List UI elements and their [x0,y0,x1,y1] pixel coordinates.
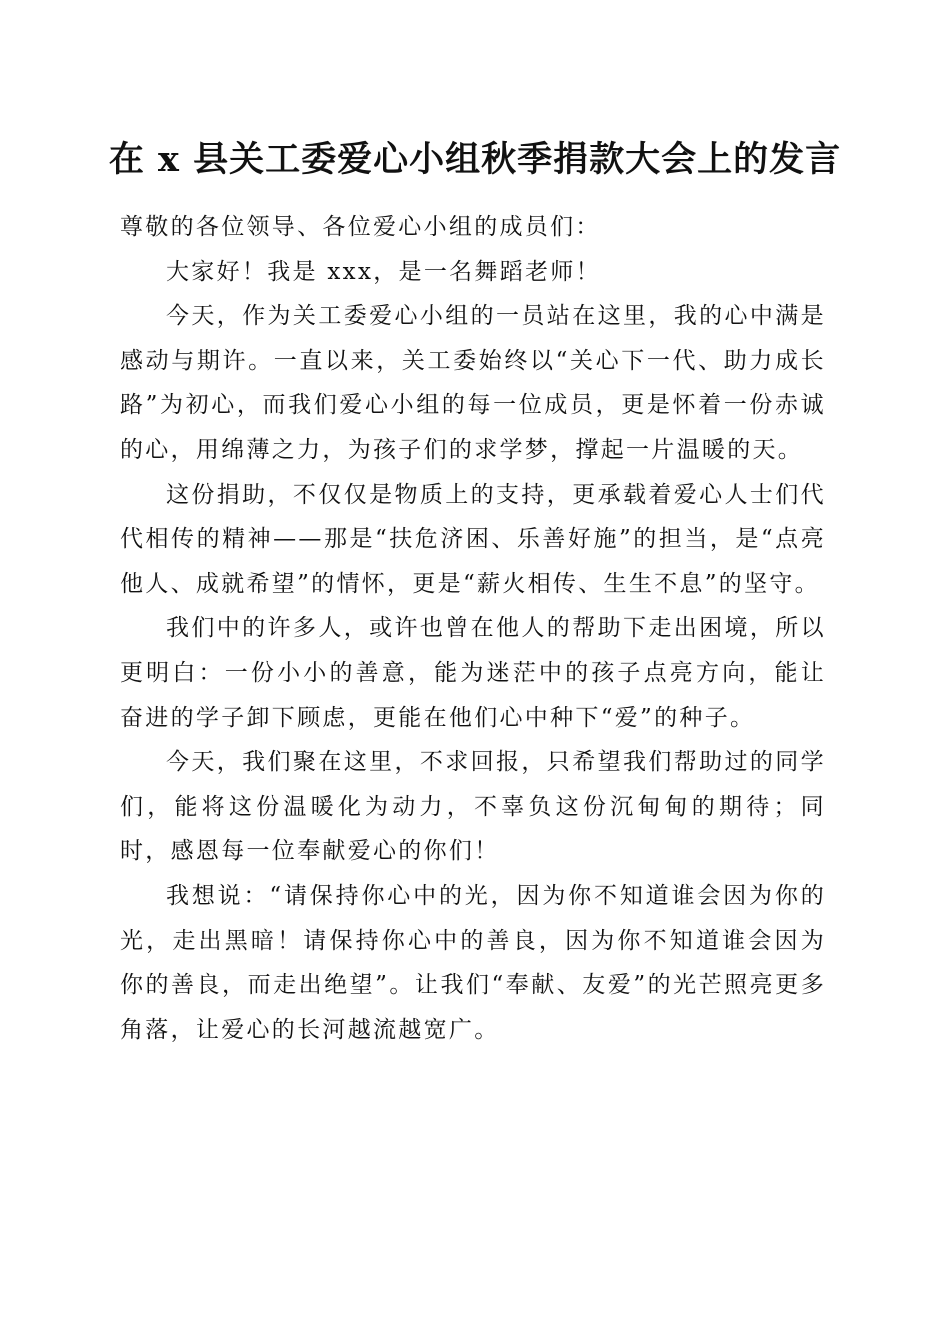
speech-body [120,205,826,1052]
paragraph-greeting: 大家好！我是 xxx，是一名舞蹈老师！ [166,258,601,285]
paragraph-introduction: 今天，作为关工委爱心小组的一员站在这里，我的心中满是感动与期许。一直以来，关工委始终以“关心下一代、助力成长路”为初心，而我们爱心小组的每一位成员，更是怀着一份赤诚的心，用绵薄之力，为孩子们的求学梦，撑起一片温暖的天。 [120,303,826,463]
paragraph-closing: 我想说：“请保持你心中的光，因为你不知道谁会因为你的光，走出黑暗！请保持你心中的善良，因为你不知道谁会因为你的善良，而走出绝望”。让我们“奉献、友爱”的光芒照亮更多角落，让爱心的长河越流越宽广。 [120,882,826,1043]
salutation: 尊敬的各位领导、各位爱心小组的成员们： [120,214,601,240]
paragraph-donation-meaning: 这份捐助，不仅仅是物质上的支持，更承载着爱心人士们代代相传的精神——那是“扶危济困、乐善好施”的担当，是“点亮他人、成就希望”的情怀，更是“薪火相传、生生不息”的坚守。 [120,481,826,597]
document-title: 在 x 县关工委爱心小组秋季捐款大会上的发言 [108,139,842,180]
paragraph-kindness: 我们中的许多人，或许也曾在他人的帮助下走出困境，所以更明白：一份小小的善意，能为迷茫中的孩子点亮方向，能让奋进的学子卸下顾虑，更能在他们心中种下“爱”的种子。 [120,615,826,731]
paragraph-gratitude: 今天，我们聚在这里，不求回报，只希望我们帮助过的同学们，能将这份温暖化为动力，不辜负这份沉甸甸的期待；同时，感恩每一位奉献爱心的你们！ [120,749,826,865]
